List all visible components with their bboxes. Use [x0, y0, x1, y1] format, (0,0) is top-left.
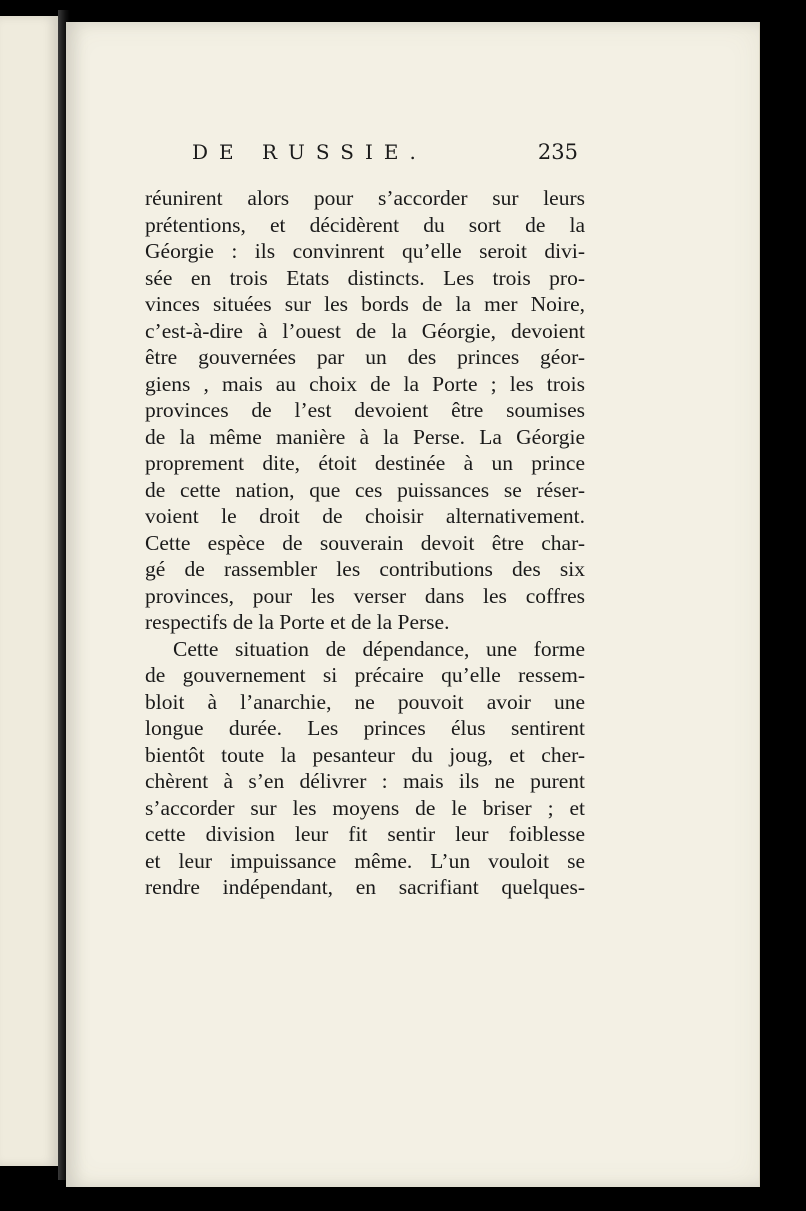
text-line: et leur impuissance même. L’un vouloit se: [145, 848, 585, 873]
text-line: sée en trois Etats distincts. Les trois pro-: [145, 265, 585, 290]
text-line: bientôt toute la pesanteur du joug, et cher-: [145, 742, 585, 767]
running-title: DE RUSSIE.: [192, 140, 427, 164]
text-line: cette division leur fit sentir leur foiblesse: [145, 822, 585, 846]
facing-page-edge: [0, 16, 60, 1166]
text-line: prétentions, et décidèrent du sort de la: [145, 212, 585, 237]
text-line: réunirent alors pour s’accorder sur leurs: [145, 186, 585, 210]
text-line: voient le droit de choisir alternativement.: [145, 504, 585, 528]
body-text: [145, 185, 585, 901]
page-header: [192, 136, 578, 172]
text-line: s’accorder sur les moyens de le briser ; et: [145, 795, 585, 820]
text-line: gé de rassembler les contributions des six: [145, 557, 585, 581]
text-line: vinces situées sur les bords de la mer Noire,: [145, 292, 585, 316]
text-line: de cette nation, que ces puissances se réser-: [145, 477, 585, 502]
text-line: provinces, pour les verser dans les coffres: [145, 583, 585, 608]
paragraph-start-line: Cette situation de dépendance, une forme: [173, 636, 585, 661]
text-line: Géorgie : ils convinrent qu’elle seroit divi-: [145, 239, 585, 263]
text-line: chèrent à s’en délivrer : mais ils ne purent: [145, 769, 585, 793]
text-line: longue durée. Les princes élus sentirent: [145, 716, 585, 740]
text-line: proprement dite, étoit destinée à un prince: [145, 451, 585, 475]
text-line: de gouvernement si précaire qu’elle ressem-: [145, 663, 585, 687]
text-line: c’est-à-dire à l’ouest de la Géorgie, devoient: [145, 318, 585, 343]
text-line: bloit à l’anarchie, ne pouvoit avoir une: [145, 689, 585, 714]
text-line: de la même manière à la Perse. La Géorgie: [145, 424, 585, 449]
text-line: rendre indépendant, en sacrifiant quelques-: [145, 875, 585, 899]
text-line: giens , mais au choix de la Porte ; les trois: [145, 371, 585, 396]
paragraph-end-line: respectifs de la Porte et de la Perse.: [145, 610, 450, 634]
text-line: être gouvernées par un des princes géor-: [145, 345, 585, 369]
text-line: provinces de l’est devoient être soumises: [145, 398, 585, 422]
page-number: 235: [537, 140, 578, 164]
text-line: Cette espèce de souverain devoit être char-: [145, 530, 585, 555]
